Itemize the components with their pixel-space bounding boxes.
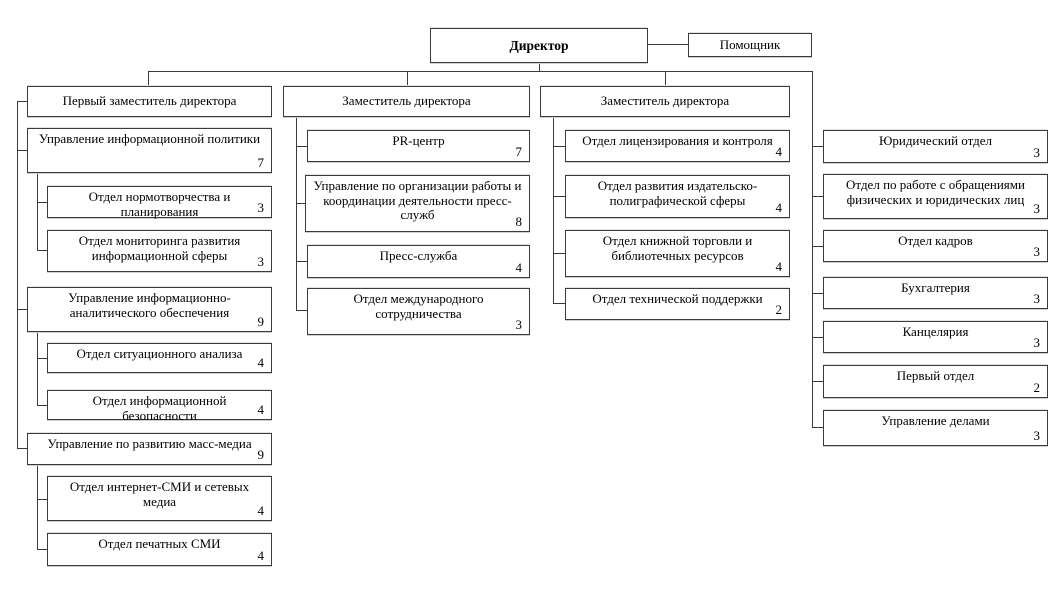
- col1-node-1: [47, 186, 272, 218]
- connector-line: [17, 101, 27, 102]
- connector-line: [553, 146, 565, 147]
- staff-count: 2: [1033, 380, 1040, 396]
- col1-node-8: [47, 533, 272, 566]
- col4-node-2: [823, 230, 1048, 262]
- node-label: Управление информационной политики: [38, 131, 261, 146]
- node-label: Отдел книжной торговли и библиотечных ресурсов: [602, 233, 753, 263]
- node-label: Отдел технической поддержки: [592, 291, 763, 306]
- connector-line: [37, 499, 47, 500]
- col3-node-0: [565, 130, 790, 162]
- connector-line: [553, 196, 565, 197]
- col4-node-6: [823, 410, 1048, 446]
- col2-node-3: [307, 288, 530, 335]
- col4-node-0: [823, 130, 1048, 163]
- connector-line: [812, 71, 813, 428]
- col1-node-0: [27, 128, 272, 173]
- connector-line: [812, 381, 823, 382]
- col2-node-2: [307, 245, 530, 278]
- col2-node-1: [305, 175, 530, 232]
- node-label: Отдел по работе с обращениями физических и юридических лиц: [846, 177, 1025, 207]
- col1-node-3: [27, 287, 272, 332]
- connector-line: [37, 332, 38, 406]
- staff-count: 4: [257, 355, 264, 371]
- col4-node-4: [823, 321, 1048, 353]
- connector-line: [17, 150, 27, 151]
- node-label: Отдел мониторинга развития информационной сферы: [78, 233, 241, 263]
- node-label: Отдел информационной безопасности: [92, 393, 227, 423]
- node-label: PR-центр: [392, 133, 445, 148]
- col4-node-1: [823, 174, 1048, 219]
- staff-count: 3: [257, 200, 264, 216]
- connector-line: [17, 309, 27, 310]
- connector-line: [37, 173, 38, 251]
- col2-header: [283, 86, 530, 117]
- node-label: Пресс-служба: [379, 248, 458, 263]
- col4-node-5: [823, 365, 1048, 398]
- staff-count: 3: [257, 254, 264, 270]
- node-label: Управление по организации работы и координации деятельности пресс-служб: [313, 178, 522, 223]
- connector-line: [648, 44, 688, 45]
- node-label: Первый отдел: [896, 368, 975, 383]
- staff-count: 4: [775, 144, 782, 160]
- node-label: Отдел развития издательско-полиграфической сферы: [597, 178, 758, 208]
- connector-line: [37, 202, 47, 203]
- staff-count: 7: [257, 155, 264, 171]
- staff-count: 4: [257, 548, 264, 564]
- staff-count: 3: [1033, 145, 1040, 161]
- node-label: Заместитель директора: [342, 93, 471, 109]
- connector-line: [17, 101, 18, 449]
- staff-count: 4: [257, 503, 264, 519]
- staff-count: 9: [257, 447, 264, 463]
- node-label: Отдел ситуационного анализа: [76, 346, 243, 361]
- staff-count: 4: [775, 259, 782, 275]
- connector-line: [148, 71, 149, 86]
- connector-line: [37, 549, 47, 550]
- connector-line: [17, 448, 27, 449]
- connector-line: [37, 465, 38, 550]
- staff-count: 8: [515, 214, 522, 230]
- staff-count: 9: [257, 314, 264, 330]
- staff-count: 3: [1033, 201, 1040, 217]
- connector-line: [812, 146, 823, 147]
- connector-line: [812, 293, 823, 294]
- col1-node-4: [47, 343, 272, 373]
- node-label: Управление информационно-аналитического обеспечения: [68, 290, 231, 320]
- staff-count: 3: [1033, 335, 1040, 351]
- node-label: Юридический отдел: [879, 133, 992, 148]
- node-label: Отдел интернет-СМИ и сетевых медиа: [69, 479, 250, 509]
- staff-count: 3: [1033, 244, 1040, 260]
- staff-count: 3: [1033, 291, 1040, 307]
- connector-line: [148, 71, 813, 72]
- staff-count: 7: [515, 144, 522, 160]
- node-label: Отдел кадров: [898, 233, 973, 248]
- staff-count: 4: [515, 260, 522, 276]
- node-label: Канцелярия: [902, 324, 969, 339]
- connector-line: [407, 71, 408, 86]
- col4-node-3: [823, 277, 1048, 309]
- staff-count: 4: [257, 402, 264, 418]
- connector-line: [812, 246, 823, 247]
- col3-header: [540, 86, 790, 117]
- col1-node-6: [27, 433, 272, 465]
- connector-line: [37, 250, 47, 251]
- node-label: Бухгалтерия: [901, 280, 970, 295]
- staff-count: 3: [515, 317, 522, 333]
- node-label: Управление по развитию масс-медиа: [47, 436, 252, 451]
- connector-line: [812, 337, 823, 338]
- connector-line: [812, 196, 823, 197]
- connector-line: [553, 253, 565, 254]
- node-label: Директор: [509, 37, 569, 53]
- connector-line: [37, 405, 47, 406]
- col3-node-2: [565, 230, 790, 277]
- node-label: Отдел международного сотрудничества: [353, 291, 484, 321]
- node-label: Заместитель директора: [600, 93, 730, 109]
- col1-header: [27, 86, 272, 117]
- connector-line: [665, 71, 666, 86]
- node-label: Отдел лицензирования и контроля: [582, 133, 773, 148]
- node-label: Отдел нормотворчества и планирования: [88, 189, 231, 219]
- col1-node-5: [47, 390, 272, 423]
- node-label: Отдел печатных СМИ: [98, 536, 221, 551]
- col3-node-1: [565, 175, 790, 218]
- col1-node-7: [47, 476, 272, 521]
- staff-count: 2: [775, 302, 782, 318]
- col2-node-0: [307, 130, 530, 162]
- node-label: Первый заместитель директора: [62, 93, 237, 109]
- connector-line: [812, 427, 823, 428]
- node-assistant: [688, 33, 812, 57]
- col3-node-3: [565, 288, 790, 320]
- staff-count: 4: [775, 200, 782, 216]
- node-label: Помощник: [719, 36, 781, 52]
- connector-line: [296, 146, 307, 147]
- connector-line: [553, 303, 565, 304]
- node-label: Управление делами: [881, 413, 990, 428]
- connector-line: [296, 310, 307, 311]
- node-director: [430, 28, 648, 63]
- connector-line: [539, 63, 540, 71]
- connector-line: [296, 261, 307, 262]
- staff-count: 3: [1033, 428, 1040, 444]
- connector-line: [37, 358, 47, 359]
- col1-node-2: [47, 230, 272, 272]
